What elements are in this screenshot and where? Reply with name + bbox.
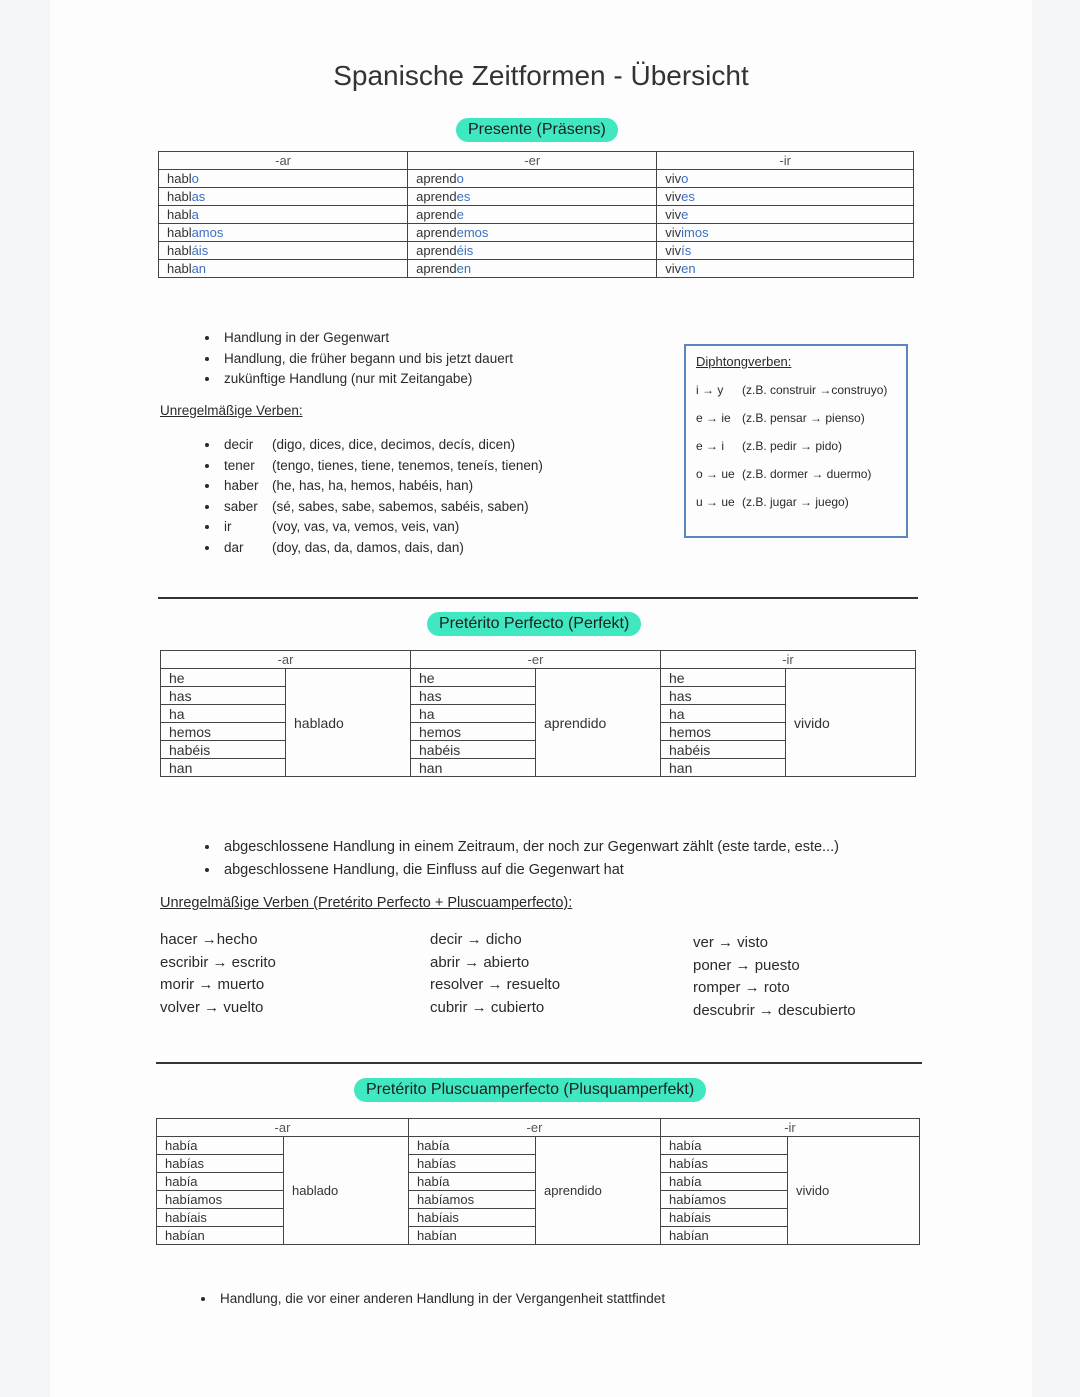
- list-item: • Handlung in der Gegenwart: [220, 328, 513, 349]
- list-item: • Handlung, die vor einer anderen Handlung in der Vergangenheit stattfindet: [216, 1289, 665, 1310]
- diphthong-box: [684, 344, 908, 538]
- list-item: escribir → escrito: [160, 953, 276, 971]
- list-item: romper → roto: [693, 979, 790, 996]
- document-sheet: [50, 0, 1032, 1397]
- table-row: habla aprende vive: [159, 206, 914, 224]
- list-item: i → y (z.B. construir →construyo): [696, 383, 888, 397]
- participle-ar: hablado: [286, 669, 411, 777]
- table-row: habías habías habías: [157, 1155, 920, 1173]
- table-row: ha ha ha: [161, 705, 916, 723]
- header-ir: -ir: [657, 152, 914, 170]
- list-item: • ir (voy, vas, va, vemos, veis, van): [220, 517, 543, 538]
- section-divider: [156, 1062, 922, 1064]
- list-item: • zukünftige Handlung (nur mit Zeitangabe): [220, 369, 513, 390]
- irregular-participles-col-2: [430, 929, 560, 1019]
- list-item: volver → vuelto: [160, 998, 264, 1016]
- list-item: • saber (sé, sabes, sabe, sabemos, sabéis, saben): [220, 497, 543, 518]
- presente-table: [158, 151, 914, 278]
- pluscuam-uses-list: [194, 1289, 665, 1310]
- section-divider: [158, 597, 918, 599]
- header-er: -er: [409, 1119, 661, 1137]
- table-row: he hablado he aprendido he vivido: [161, 669, 916, 687]
- page-title: Spanische Zeitformen - Übersicht: [333, 60, 749, 91]
- list-item: • haber (he, has, ha, hemos, habéis, han): [220, 476, 543, 497]
- pluscuam-table: [156, 1118, 920, 1245]
- table-row: habláis aprendéis vivís: [159, 242, 914, 260]
- irregular-participles-col-1: [160, 929, 276, 1019]
- list-item: o → ue (z.B. dormer → duermo): [696, 467, 872, 481]
- list-item: e → ie (z.B. pensar → pienso): [696, 411, 865, 425]
- participle-er: aprendido: [536, 669, 661, 777]
- table-row: hablamos aprendemos vivimos: [159, 224, 914, 242]
- table-row: hemos hemos hemos: [161, 723, 916, 741]
- table-row: hablan aprenden viven: [159, 260, 914, 278]
- table-row: habéis habéis habéis: [161, 741, 916, 759]
- section-heading-perfecto: Pretérito Perfecto (Perfekt): [427, 612, 641, 636]
- list-item: cubrir → cubierto: [430, 998, 545, 1016]
- table-row: habían habían habían: [157, 1227, 920, 1245]
- participle-ir: vivido: [788, 1137, 920, 1245]
- list-item: ver → visto: [693, 934, 769, 951]
- table-row: hablo aprendo vivo: [159, 170, 914, 188]
- list-item: • dar (doy, das, da, damos, dais, dan): [220, 538, 543, 559]
- table-row: había hablado había aprendido había vivido: [157, 1137, 920, 1155]
- list-item: morir → muerto: [160, 976, 265, 993]
- header-ar: -ar: [161, 651, 411, 669]
- table-row: hablas aprendes vives: [159, 188, 914, 206]
- list-item: descubrir → descubierto: [693, 1001, 856, 1019]
- section-heading-pluscuam: Pretérito Pluscuamperfecto (Plusquamperfekt): [354, 1078, 706, 1102]
- irregular-heading-presente: Unregelmäßige Verben:: [160, 403, 303, 418]
- header-ir: -ir: [661, 651, 916, 669]
- list-item: abrir → abierto: [430, 953, 530, 971]
- list-item: poner → puesto: [693, 956, 800, 974]
- irregular-participles-col-3: [693, 932, 856, 1022]
- irregular-heading-perfecto: Unregelmäßige Verben (Pretérito Perfecto + Pluscuamperfecto):: [160, 895, 573, 911]
- list-item: hacer →hecho: [160, 931, 258, 948]
- table-row: habíamos habíamos habíamos: [157, 1191, 920, 1209]
- header-ir: -ir: [661, 1119, 920, 1137]
- table-row: has has has: [161, 687, 916, 705]
- list-item: • tener (tengo, tienes, tiene, tenemos, teneís, tienen): [220, 456, 543, 477]
- irregular-verbs-list: [198, 435, 543, 558]
- list-item: • abgeschlossene Handlung in einem Zeitraum, der noch zur Gegenwart zählt (este tarde, este...): [220, 836, 839, 859]
- list-item: e → i (z.B. pedir → pido): [696, 439, 843, 453]
- list-item: • abgeschlossene Handlung, die Einfluss auf die Gegenwart hat: [220, 859, 839, 882]
- table-row: había había había: [157, 1173, 920, 1191]
- diphthong-heading: Diphtongverben:: [696, 354, 792, 369]
- header-ar: -ar: [157, 1119, 409, 1137]
- perfecto-table: [160, 650, 916, 777]
- section-heading-presente: Presente (Präsens): [456, 118, 618, 142]
- list-item: • Handlung, die früher begann und bis jetzt dauert: [220, 349, 513, 370]
- list-item: decir → dicho: [430, 931, 522, 948]
- header-er: -er: [408, 152, 657, 170]
- header-ar: -ar: [159, 152, 408, 170]
- participle-ar: hablado: [284, 1137, 409, 1245]
- table-row: han han han: [161, 759, 916, 777]
- perfecto-uses-list: [198, 836, 839, 881]
- participle-ir: vivido: [786, 669, 916, 777]
- table-row: habíais habíais habíais: [157, 1209, 920, 1227]
- list-item: • decir (digo, dices, dice, decimos, decís, dicen): [220, 435, 543, 456]
- participle-er: aprendido: [536, 1137, 661, 1245]
- list-item: u → ue (z.B. jugar → juego): [696, 495, 849, 509]
- list-item: resolver → resuelto: [430, 976, 561, 993]
- presente-uses-list: [198, 328, 513, 390]
- header-er: -er: [411, 651, 661, 669]
